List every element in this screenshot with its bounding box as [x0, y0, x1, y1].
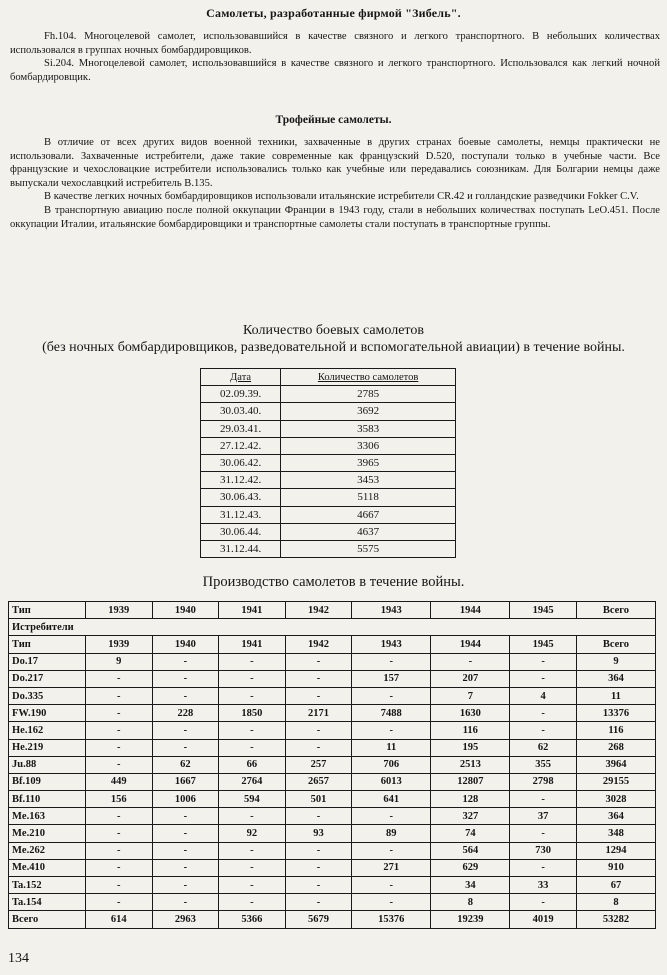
production-header-row: [9, 602, 656, 619]
production-value-cell: -: [86, 756, 153, 773]
production-value-cell: 364: [576, 670, 655, 687]
table-row: [9, 808, 656, 825]
production-value-cell: -: [219, 670, 286, 687]
production-value-cell: 156: [86, 791, 153, 808]
production-value-cell: 9: [86, 653, 153, 670]
date-cell: 30.06.42.: [201, 454, 281, 471]
date-cell: 31.12.44.: [201, 540, 281, 557]
production-value-cell: 4019: [510, 911, 577, 928]
count-cell: 5575: [281, 540, 456, 557]
column-header: Тип: [9, 636, 86, 653]
aircraft-type-cell: Do.335: [9, 687, 86, 704]
production-value-cell: 33: [510, 877, 577, 894]
column-header: Всего: [576, 636, 655, 653]
date-cell: 31.12.43.: [201, 506, 281, 523]
production-value-cell: 449: [86, 773, 153, 790]
intro-paragraph-si204: Si.204. Многоцелевой самолет, использовавшийся в качестве связного и легкого транспортного. Использовался как легкий ночной бомбардировщик.: [10, 58, 660, 83]
production-value-cell: 8: [431, 894, 510, 911]
production-value-cell: -: [510, 670, 577, 687]
combat-table-title: [0, 322, 667, 356]
table-row: [9, 877, 656, 894]
production-value-cell: 2764: [219, 773, 286, 790]
production-value-cell: 34: [431, 877, 510, 894]
aircraft-type-cell: Me.262: [9, 842, 86, 859]
trophy-paragraph-3: В транспортную авиацию после полной оккупации Франции в 1943 году, стали в небольших количествах поступать LeO.451. После оккупации Италии, итальянские бомбардировщики и транспортные самолеты стали поступать в транспортные группы.: [10, 204, 660, 230]
production-value-cell: 2171: [285, 705, 352, 722]
production-value-cell: -: [86, 705, 153, 722]
production-value-cell: -: [352, 722, 431, 739]
trophy-text: [10, 136, 660, 231]
production-value-cell: 706: [352, 756, 431, 773]
production-value-cell: 268: [576, 739, 655, 756]
count-cell: 3306: [281, 437, 456, 454]
page-header: Самолеты, разработанные фирмой "Зибель".: [206, 6, 461, 20]
production-value-cell: 355: [510, 756, 577, 773]
production-value-cell: 257: [285, 756, 352, 773]
column-header: 1943: [352, 602, 431, 619]
aircraft-type-cell: Do.217: [9, 670, 86, 687]
column-header: 1943: [352, 636, 431, 653]
column-header: 1941: [219, 602, 286, 619]
intro-paragraph-fh104: Fh.104. Многоцелевой самолет, использовавшийся в качестве связного и легкого транспортного. В небольших количествах использовался в группах ночных бомбардировщиков.: [10, 31, 660, 56]
production-value-cell: 271: [352, 859, 431, 876]
production-value-cell: 195: [431, 739, 510, 756]
production-value-cell: 501: [285, 791, 352, 808]
count-cell: 3692: [281, 403, 456, 420]
production-value-cell: 594: [219, 791, 286, 808]
table-row: [9, 756, 656, 773]
production-value-cell: -: [86, 859, 153, 876]
production-value-cell: -: [152, 687, 219, 704]
production-value-cell: -: [152, 859, 219, 876]
production-value-cell: -: [352, 808, 431, 825]
date-column-header: Дата: [201, 369, 281, 386]
production-value-cell: -: [352, 877, 431, 894]
column-header: 1944: [431, 636, 510, 653]
production-value-cell: 116: [431, 722, 510, 739]
production-value-cell: -: [510, 722, 577, 739]
production-value-cell: 116: [576, 722, 655, 739]
combat-title-line-2: (без ночных бомбардировщиков, разведовательной и вспомогательной авиации) в течение войны.: [42, 340, 625, 355]
date-cell: 30.06.43.: [201, 489, 281, 506]
aircraft-type-cell: Bf.110: [9, 791, 86, 808]
production-value-cell: 2798: [510, 773, 577, 790]
production-value-cell: -: [285, 687, 352, 704]
production-value-cell: -: [219, 859, 286, 876]
column-header: 1940: [152, 636, 219, 653]
production-value-cell: 29155: [576, 773, 655, 790]
production-value-cell: 1667: [152, 773, 219, 790]
count-column-header: Количество самолетов: [281, 369, 456, 386]
column-header: 1945: [510, 602, 577, 619]
date-cell: 30.06.44.: [201, 523, 281, 540]
production-value-cell: -: [285, 670, 352, 687]
production-value-cell: -: [510, 653, 577, 670]
production-value-cell: 157: [352, 670, 431, 687]
production-value-cell: -: [86, 739, 153, 756]
table-row: [201, 437, 456, 454]
production-value-cell: 1630: [431, 705, 510, 722]
aircraft-type-cell: Всего: [9, 911, 86, 928]
combat-aircraft-table: [200, 368, 456, 558]
table-row: [201, 540, 456, 557]
count-cell: 3965: [281, 454, 456, 471]
production-value-cell: -: [285, 722, 352, 739]
count-cell: 3583: [281, 420, 456, 437]
aircraft-type-cell: Me.410: [9, 859, 86, 876]
production-value-cell: 2963: [152, 911, 219, 928]
production-value-cell: -: [219, 894, 286, 911]
column-header: 1941: [219, 636, 286, 653]
table-row: [9, 842, 656, 859]
production-value-cell: 37: [510, 808, 577, 825]
column-header: 1944: [431, 602, 510, 619]
production-value-cell: 7: [431, 687, 510, 704]
column-header: 1945: [510, 636, 577, 653]
table-row: [9, 825, 656, 842]
production-value-cell: -: [285, 877, 352, 894]
production-value-cell: 730: [510, 842, 577, 859]
date-cell: 02.09.39.: [201, 386, 281, 403]
count-cell: 4667: [281, 506, 456, 523]
column-header: 1939: [86, 602, 153, 619]
date-cell: 29.03.41.: [201, 420, 281, 437]
production-value-cell: -: [510, 859, 577, 876]
column-header: 1942: [285, 602, 352, 619]
production-value-cell: 11: [352, 739, 431, 756]
production-value-cell: -: [152, 894, 219, 911]
date-cell: 31.12.42.: [201, 472, 281, 489]
production-value-cell: 3964: [576, 756, 655, 773]
production-value-cell: 641: [352, 791, 431, 808]
date-cell: 27.12.42.: [201, 437, 281, 454]
production-value-cell: -: [352, 894, 431, 911]
table-row: [9, 773, 656, 790]
table-row: [9, 911, 656, 928]
production-value-cell: -: [86, 808, 153, 825]
production-value-cell: -: [152, 722, 219, 739]
production-table: [8, 601, 656, 929]
production-table-body: [9, 602, 656, 929]
production-value-cell: 53282: [576, 911, 655, 928]
production-value-cell: 364: [576, 808, 655, 825]
aircraft-type-cell: Ta.154: [9, 894, 86, 911]
column-header: Всего: [576, 602, 655, 619]
table-row: [201, 523, 456, 540]
production-value-cell: -: [510, 791, 577, 808]
production-value-cell: -: [285, 808, 352, 825]
production-table-title: Производство самолетов в течение войны.: [202, 574, 465, 590]
aircraft-type-cell: FW.190: [9, 705, 86, 722]
table-row: [9, 894, 656, 911]
production-value-cell: -: [86, 687, 153, 704]
production-value-cell: 564: [431, 842, 510, 859]
production-value-cell: -: [86, 670, 153, 687]
production-value-cell: 8: [576, 894, 655, 911]
production-value-cell: -: [152, 653, 219, 670]
table-row: [201, 403, 456, 420]
aircraft-type-cell: He.219: [9, 739, 86, 756]
production-value-cell: -: [285, 653, 352, 670]
table-row: [201, 454, 456, 471]
production-value-cell: -: [219, 653, 286, 670]
production-value-cell: -: [86, 842, 153, 859]
production-value-cell: 629: [431, 859, 510, 876]
production-value-cell: 19239: [431, 911, 510, 928]
aircraft-type-cell: Me.163: [9, 808, 86, 825]
production-value-cell: 66: [219, 756, 286, 773]
date-cell: 30.03.40.: [201, 403, 281, 420]
production-value-cell: 62: [510, 739, 577, 756]
trophy-paragraph-1: В отличие от всех других видов военной техники, захваченные в других странах боевые самолеты, немцы практически не использовали. Захваченные истребители, даже такие современные как французский D.520, поступали только в учебные части. Все французские и чехословацкие истребители использовались только как учебные или передавались союзникам. Для Болгарии немцы даже выпускали чехославцкий истребитель B.135.: [10, 137, 660, 189]
production-value-cell: -: [152, 670, 219, 687]
production-value-cell: -: [152, 739, 219, 756]
production-value-cell: 4: [510, 687, 577, 704]
column-header: 1939: [86, 636, 153, 653]
production-value-cell: -: [86, 877, 153, 894]
table-row: [201, 506, 456, 523]
production-value-cell: -: [219, 877, 286, 894]
table-row: [9, 722, 656, 739]
production-value-cell: 1850: [219, 705, 286, 722]
trophy-paragraph-2: В качестве легких ночных бомбардировщиков использовали итальянские истребители CR.42 и голландские разведчики Fokker C.V.: [44, 191, 639, 203]
production-value-cell: -: [510, 705, 577, 722]
production-value-cell: 327: [431, 808, 510, 825]
production-value-cell: 910: [576, 859, 655, 876]
table-row: [9, 791, 656, 808]
production-value-cell: -: [431, 653, 510, 670]
production-value-cell: -: [510, 825, 577, 842]
table-row: [201, 472, 456, 489]
table-row: [9, 653, 656, 670]
table-row: [9, 739, 656, 756]
production-value-cell: -: [152, 825, 219, 842]
aircraft-type-cell: He.162: [9, 722, 86, 739]
table-row: [9, 859, 656, 876]
production-value-cell: -: [152, 808, 219, 825]
production-value-cell: 11: [576, 687, 655, 704]
production-value-cell: -: [510, 894, 577, 911]
production-value-cell: -: [219, 739, 286, 756]
column-header: 1942: [285, 636, 352, 653]
production-value-cell: 89: [352, 825, 431, 842]
production-value-cell: -: [352, 653, 431, 670]
combat-title-line-1: Количество боевых самолетов: [243, 323, 424, 338]
production-value-cell: 92: [219, 825, 286, 842]
production-value-cell: -: [86, 722, 153, 739]
intro-text: [10, 30, 660, 84]
production-value-cell: 228: [152, 705, 219, 722]
production-value-cell: 1006: [152, 791, 219, 808]
aircraft-type-cell: Bf.109: [9, 773, 86, 790]
production-value-cell: -: [219, 842, 286, 859]
production-value-cell: 3028: [576, 791, 655, 808]
production-value-cell: 2513: [431, 756, 510, 773]
table-row: [9, 687, 656, 704]
table-row: [201, 420, 456, 437]
table-row: [9, 670, 656, 687]
production-value-cell: 348: [576, 825, 655, 842]
table-row: [201, 489, 456, 506]
production-value-cell: 7488: [352, 705, 431, 722]
trophy-heading: Трофейные самолеты.: [275, 114, 392, 126]
production-value-cell: 74: [431, 825, 510, 842]
production-value-cell: -: [285, 894, 352, 911]
production-value-cell: -: [285, 739, 352, 756]
production-value-cell: 5366: [219, 911, 286, 928]
production-value-cell: 207: [431, 670, 510, 687]
aircraft-type-cell: Ju.88: [9, 756, 86, 773]
combat-table-body: [201, 386, 456, 558]
section-label-fighters: Истребители: [9, 619, 656, 636]
production-value-cell: 62: [152, 756, 219, 773]
production-value-cell: 9: [576, 653, 655, 670]
table-row: [9, 705, 656, 722]
production-value-cell: -: [285, 859, 352, 876]
aircraft-type-cell: Ta.152: [9, 877, 86, 894]
table-row: [201, 386, 456, 403]
production-value-cell: 128: [431, 791, 510, 808]
production-value-cell: -: [152, 877, 219, 894]
production-value-cell: -: [86, 894, 153, 911]
production-value-cell: -: [219, 687, 286, 704]
production-value-cell: -: [86, 825, 153, 842]
count-cell: 3453: [281, 472, 456, 489]
production-value-cell: -: [285, 842, 352, 859]
production-value-cell: 67: [576, 877, 655, 894]
page-number: 134: [8, 951, 29, 966]
production-value-cell: -: [219, 722, 286, 739]
combat-table-header-row: [201, 369, 456, 386]
production-subheader-row: [9, 636, 656, 653]
production-value-cell: 13376: [576, 705, 655, 722]
production-value-cell: -: [219, 808, 286, 825]
production-value-cell: 12807: [431, 773, 510, 790]
production-section-row: [9, 619, 656, 636]
production-value-cell: -: [352, 842, 431, 859]
production-value-cell: 6013: [352, 773, 431, 790]
production-value-cell: 1294: [576, 842, 655, 859]
column-header: 1940: [152, 602, 219, 619]
count-cell: 5118: [281, 489, 456, 506]
count-cell: 4637: [281, 523, 456, 540]
production-value-cell: 2657: [285, 773, 352, 790]
production-value-cell: 93: [285, 825, 352, 842]
production-value-cell: -: [352, 687, 431, 704]
column-header: Тип: [9, 602, 86, 619]
aircraft-type-cell: Me.210: [9, 825, 86, 842]
aircraft-type-cell: Do.17: [9, 653, 86, 670]
count-cell: 2785: [281, 386, 456, 403]
production-value-cell: 5679: [285, 911, 352, 928]
production-value-cell: 614: [86, 911, 153, 928]
production-value-cell: -: [152, 842, 219, 859]
production-value-cell: 15376: [352, 911, 431, 928]
